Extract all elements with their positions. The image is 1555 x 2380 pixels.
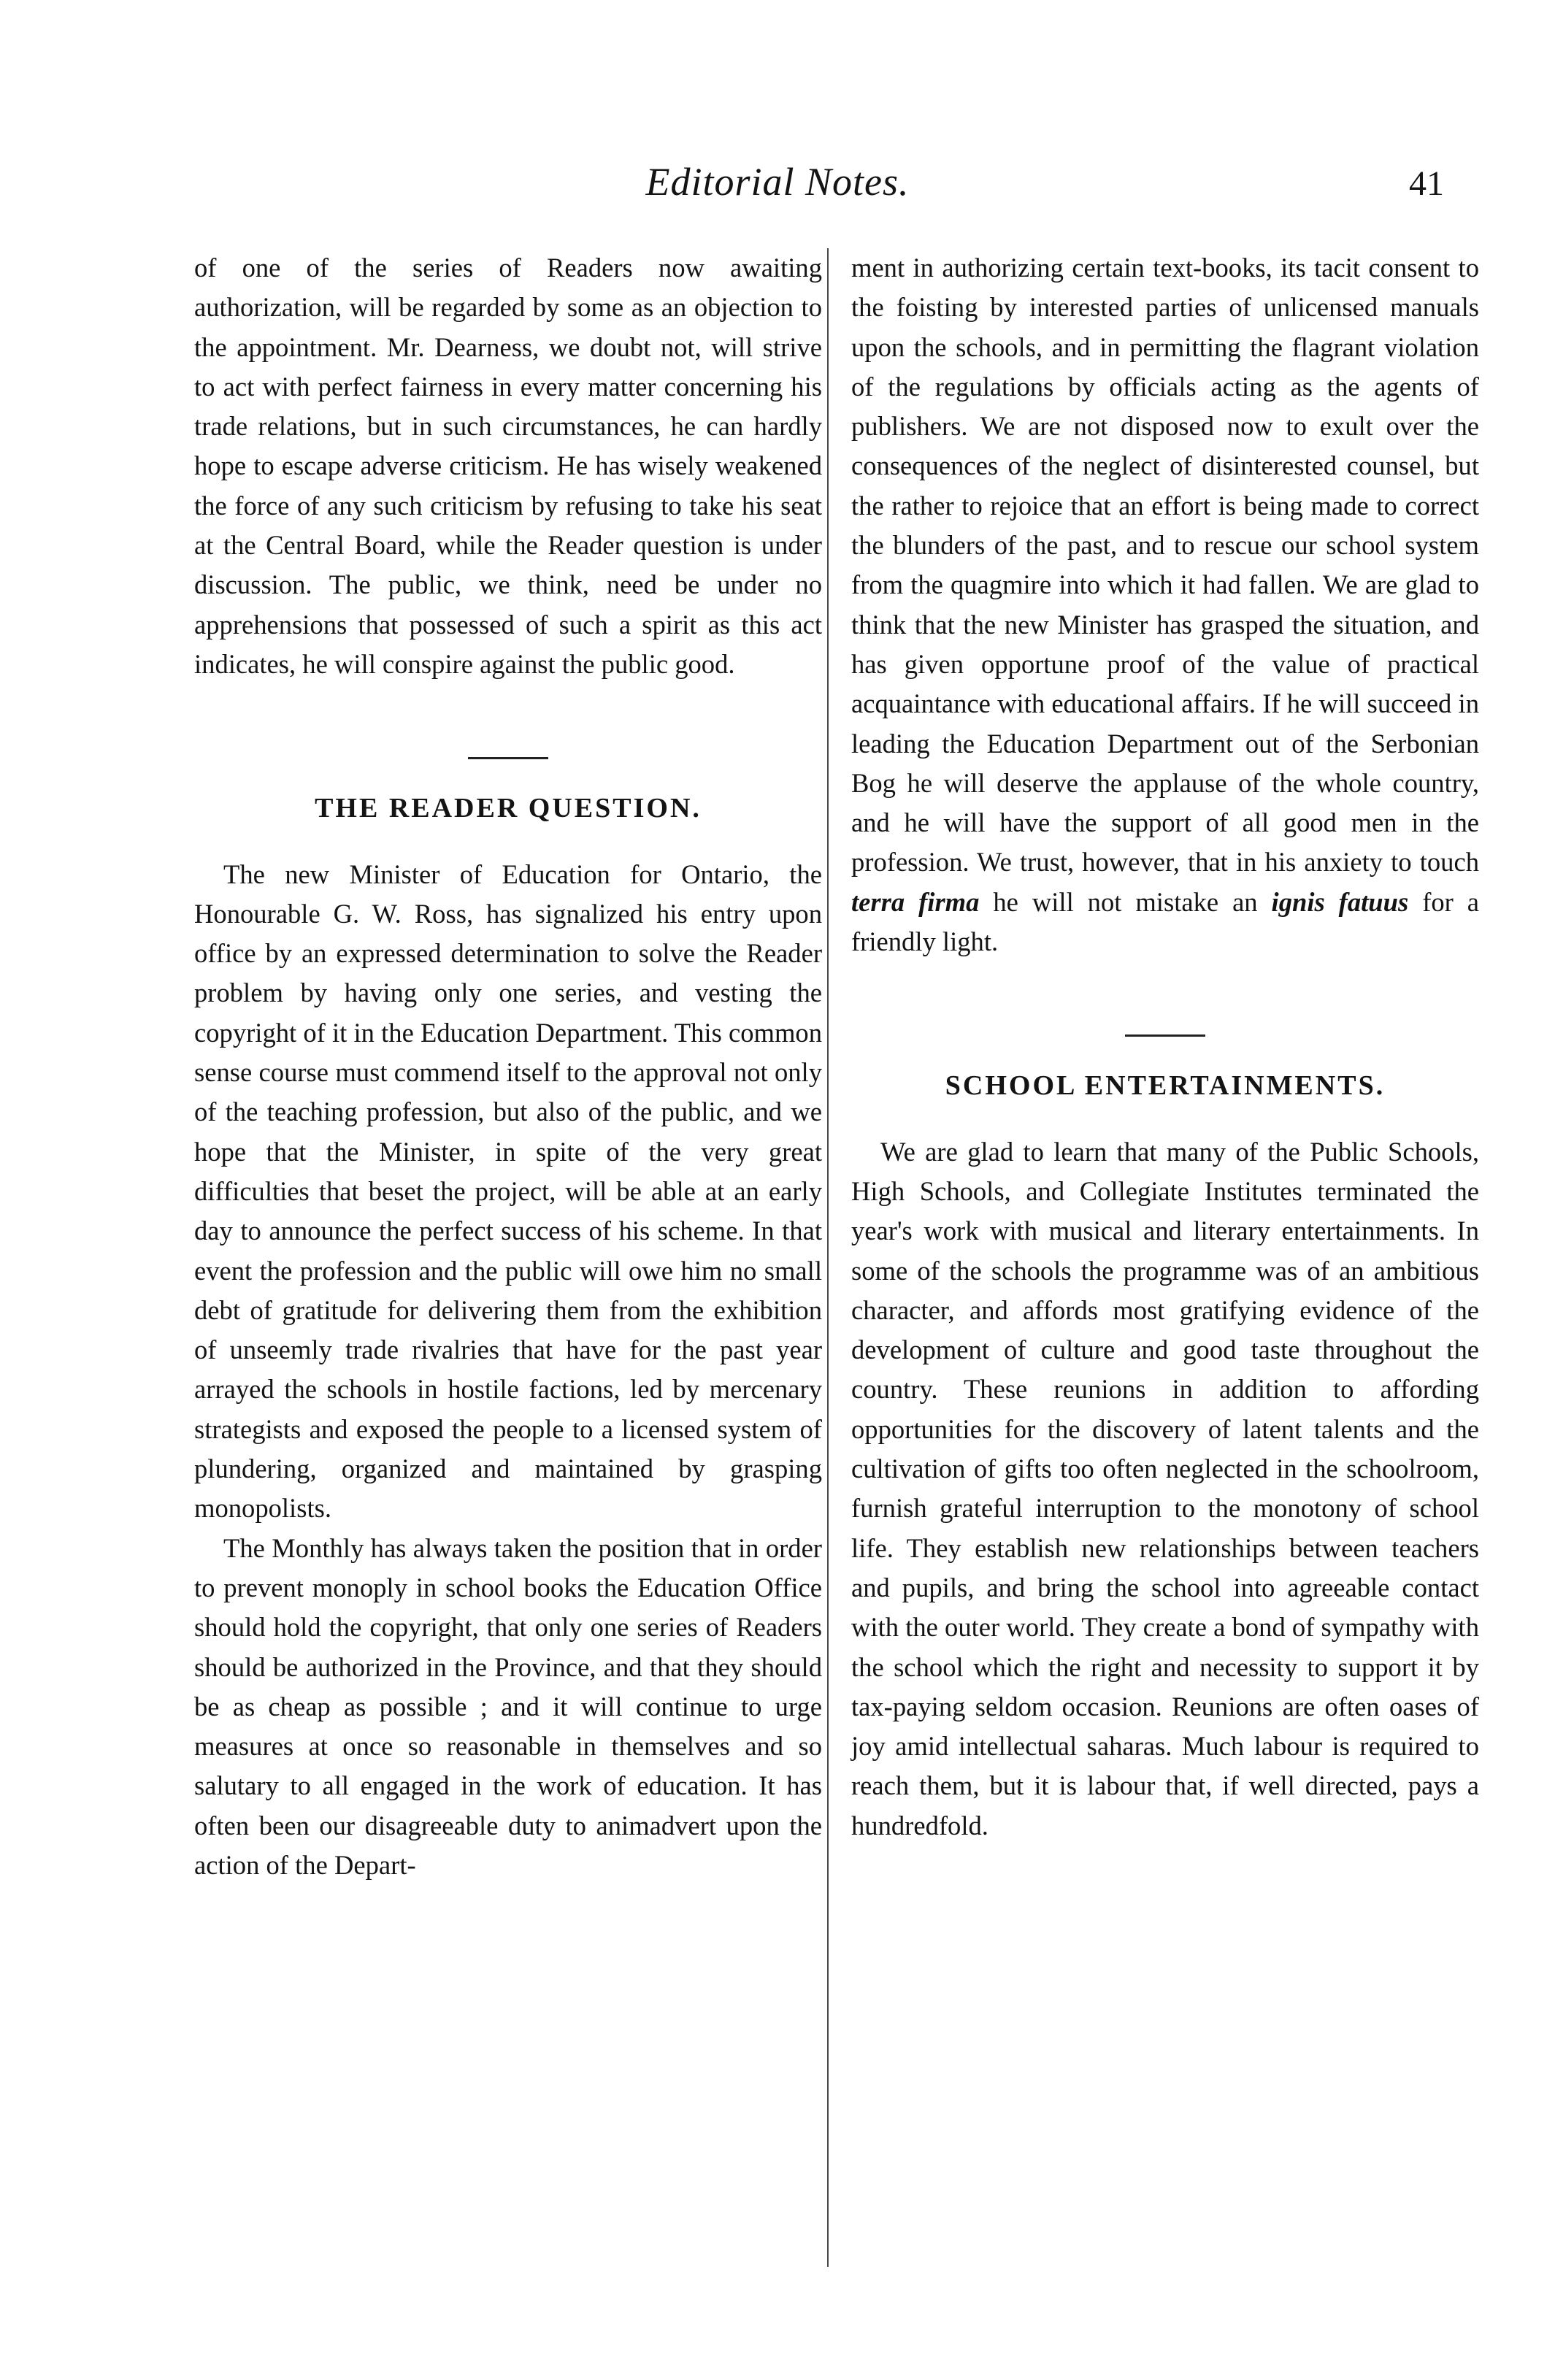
right-column xyxy=(851,248,1479,1846)
reader-question-paragraph-2: The Monthly has always taken the position that in order to prevent monoply in school books the Education Office should hold the copyright, that only one series of Readers should be authorized in the Province, and that they should be as cheap as possible ; and it will continue to urge measures at once so reasonable in themselves and so salutary to all engaged in the work of education. It has often been our disagreeable duty to animadvert upon the action of the Depart- xyxy=(194,1532,822,1880)
continuation-paragraph xyxy=(851,248,1479,961)
continuation-text-mid: he will not mistake an xyxy=(993,886,1258,917)
reader-question-paragraph-1: The new Minister of Education for Ontario, the Honourable G. W. Ross, has signalized his entry upon office by an expressed determination to solve the Reader problem by having only one series, and vesting the copyright of it in the Education Department. This common sense course must commend itself to the approval not only of the teaching profession, but also of the public, and we hope that the Minister, in spite of the very great difficulties that beset the project, will be able at an early day to announce the perfect success of his scheme. In that event the profession and the public will owe him no small debt of gratitude for delivering them from the exhibition of unseemly trade rivalries that have for the past year arrayed the schools in hostile factions, led by mercenary strategists and exposed the people to a licensed system of plundering, organized and maintained by grasping monopolists. xyxy=(194,859,822,1524)
section-divider xyxy=(468,757,548,759)
running-title: Editorial Notes. xyxy=(645,160,910,204)
page-header xyxy=(0,153,1555,219)
entertainments-paragraph: We are glad to learn that many of the Public Schools, High Schools, and Collegiate Institutes terminated the year's work with musical and literary entertainments. In some of the schools the programme was of an ambitious character, and affords most gratifying evidence of the development of culture and good taste throughout the country. These reunions in addition to affording opportunities for the discovery of latent talents and the cultivation of gifts too often neglected in the schoolroom, furnish grateful interruption to the monotony of school life. They establish new relationships between teachers and pupils, and bring the school into agreeable contact with the outer world. They create a bond of sympathy with the school which the right and necessity to support it by tax-paying seldom occasion. Reunions are often oases of joy amid intellectual saharas. Much labour is required to reach them, but it is labour that, if well directed, pays a hundredfold. xyxy=(851,1136,1479,1840)
intro-paragraph: of one of the series of Readers now awaiting authorization, will be regarded by some as an objection to the appointment. Mr. Dearness, we doubt not, will strive to act with perfect fairness in every matter concerning his trade relations, but in such circumstances, he can hardly hope to escape adverse criticism. He has wisely weakened the force of any such criticism by refusing to take his seat at the Central Board, while the Reader question is under discussion. The public, we think, need be under no apprehensions that possessed of such a spirit as this act indicates, he will conspire against the public good. xyxy=(194,253,822,679)
column-divider-rule xyxy=(827,248,829,2267)
left-column xyxy=(194,248,822,1885)
latin-phrase-terra-firma: terra firma xyxy=(851,886,980,917)
continuation-text: ment in authorizing certain text-books, its tacit consent to the foisting by interested parties of unlicensed manuals upon the schools, and in permitting the flagrant violation of the regulations by officials acting as the agents of publishers. We are not disposed now to exult over the consequences of the neglect of disinterested counsel, but the rather to rejoice that an effort is being made to correct the blunders of the past, and to rescue our school system from the quagmire into which it had fallen. We are glad to think that the new Minister has grasped the situation, and has given opportune proof of the value of practical acquaintance with educational affairs. If he will succeed in leading the Education Department out of the Serbonian Bog he will deserve the applause of the whole country, and he will have the support of all good men in the profession. We trust, however, that in his anxiety to touch xyxy=(851,253,1479,878)
section-divider xyxy=(1125,1034,1205,1037)
latin-phrase-ignis-fatuus: ignis fatuus xyxy=(1271,886,1409,917)
continuation-text-end: for a friendly light. xyxy=(851,886,1480,957)
section-heading-school-entertainments: SCHOOL ENTERTAINMENTS. xyxy=(945,1070,1386,1102)
page-number: 41 xyxy=(1409,164,1444,203)
section-heading-reader-question: THE READER QUESTION. xyxy=(315,793,702,824)
